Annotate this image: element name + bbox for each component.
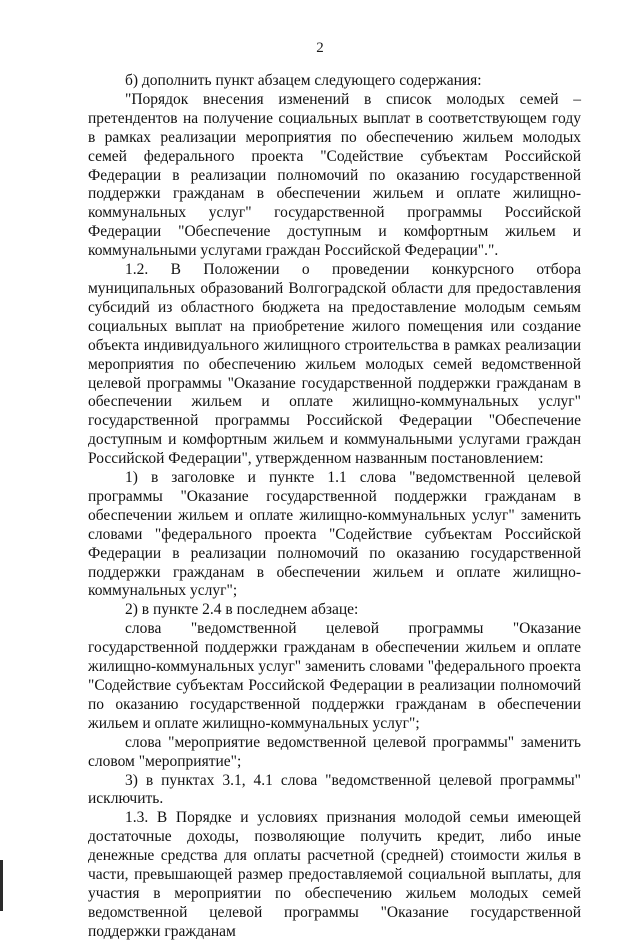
paragraph-amendment-b: б) дополнить пункт абзацем следующего содержания: (125, 72, 482, 89)
paragraph-quoted-order: "Порядок внесения изменений в список молодых семей – претендентов на получение социальных выплат в соответствующем году в рамках реализации мероприятия по обеспечению жильем молодых семей федерального проекта "Содействие субъектам Российской Федерации в реализации полномочий по оказанию государственной поддержки гражданам в обеспечении жильем и оплате жилищно-коммунальных услуг" государственной программы Российской Федерации "Обеспечение доступным и комфортным жильем и коммунальными услугами граждан Российской Федерации".". (88, 90, 581, 260)
paragraph-item-3: 3) в пунктах 3.1, 4.1 слова "ведомственной целевой программы" исключить. (88, 771, 581, 808)
scan-edge-mark (0, 860, 3, 911)
page-number: 2 (316, 40, 324, 56)
paragraph-item-2-words: слова "ведомственной целевой программы "Оказание государственной поддержки гражданам в обеспечении жильем и оплате жилищно-коммунальных услуг" заменить словами "федерального проекта "Содействие субъектам Российской Федерации в реализации полномочий по оказанию государственной поддержки гражданам в обеспечении жильем и оплате жилищно-коммунальных услуг"; (88, 620, 581, 732)
paragraph-1-3: 1.3. В Порядке и условиях признания молодой семьи имеющей достаточные доходы, позволяющие получить кредит, либо иные денежные средства для оплаты расчетной (средней) стоимости жилья в части, превышающей размер предоставляемой социальной выплаты, для участия в мероприятии по обеспечению жильем молодых семей ведомственной целевой программы "Оказание государственной поддержки гражданам (88, 809, 581, 940)
paragraph-item-2-words-event: слова "мероприятие ведомственной целевой программы" заменить словом "мероприятие"; (88, 733, 581, 770)
document-body (88, 72, 581, 942)
paragraph-1-2: 1.2. В Положении о проведении конкурсного отбора муниципальных образований Волгоградской области для предоставления субсидий из областного бюджета на предоставление молодым семьям социальных выплат на приобретение жилого помещения или создание объекта индивидуального жилищного строительства в рамках реализации мероприятия по обеспечению жильем молодых семей ведомственной целевой программы "Оказание государственной поддержки гражданам в обеспечении жильем и оплате жилищно-коммунальных услуг" государственной программы Российской Федерации "Обеспечение доступным и комфортным жильем и коммунальными услугами граждан Российской Федерации", утвержденном названным постановлением: (88, 261, 581, 468)
paragraph-item-2: 2) в пункте 2.4 в последнем абзаце: (125, 601, 359, 619)
paragraph-item-1: 1) в заголовке и пункте 1.1 слова "ведомственной целевой программы "Оказание государственной поддержки гражданам в обеспечении жильем и оплате жилищно-коммунальных услуг" заменить словами "федерального проекта "Содействие субъектам Российской Федерации в реализации полномочий по оказанию государственной поддержки гражданам в обеспечении жильем и оплате жилищно-коммунальных услуг"; (88, 469, 581, 600)
